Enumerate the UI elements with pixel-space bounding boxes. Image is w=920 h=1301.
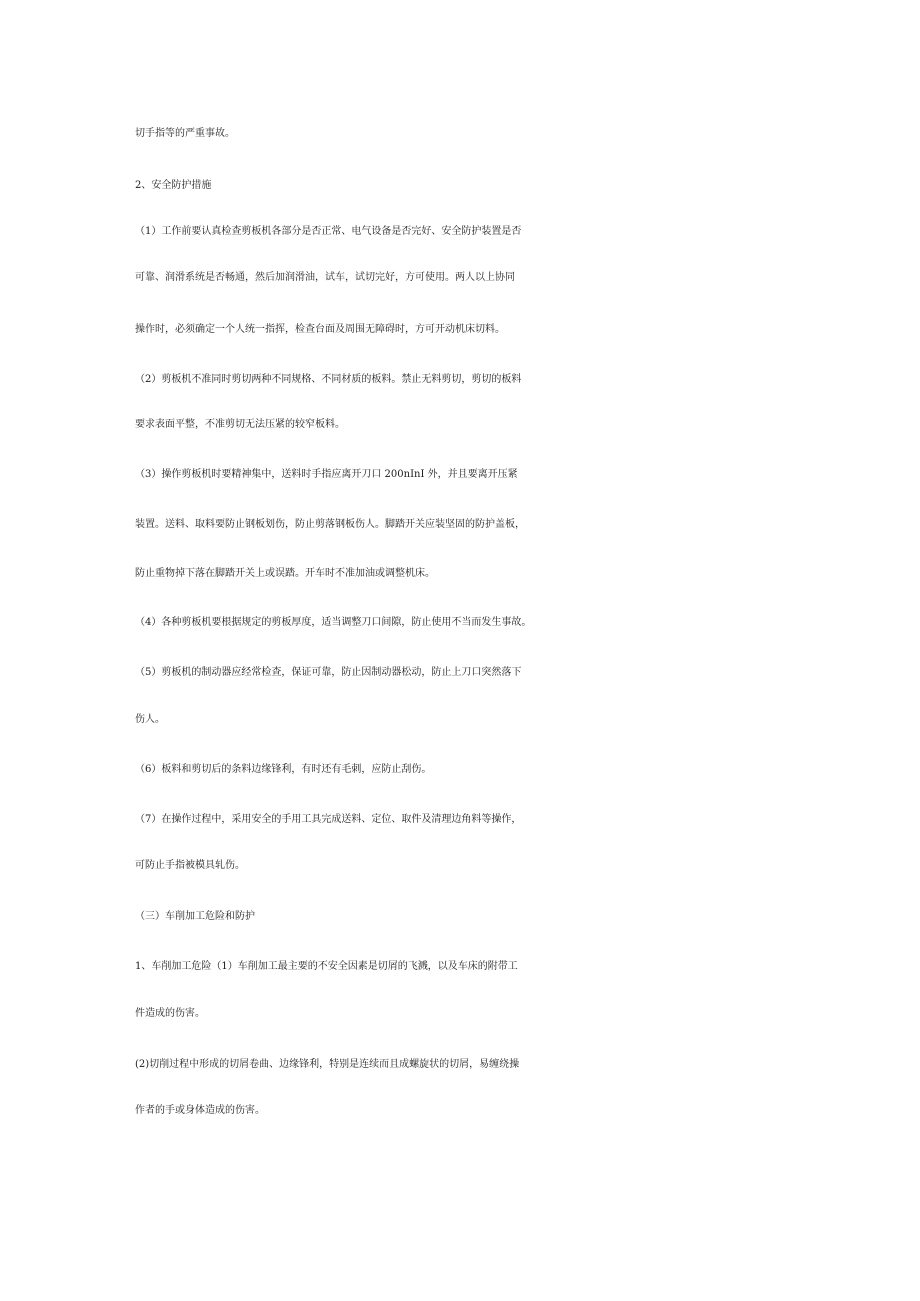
text-line: 操作时，必须确定一个人统一指挥，检查台面及周围无障碍时，方可开动机床切料。 (135, 324, 505, 335)
text-line: （7）在操作过程中，采用安全的手用工具完成送料、定位、取件及清理边角料等操作， (135, 814, 522, 825)
text-line: （6）板料和剪切后的条料边缘锋利，有时还有毛刺，应防止刮伤。 (135, 764, 432, 775)
text-line: （2）剪板机不准同时剪切两种不同规格、不同材质的板料。禁止无料剪切，剪切的板料 (135, 374, 522, 385)
text-line: 伤人。 (135, 714, 165, 725)
text-line: 要求表面平整，不准剪切无法压紧的较窄板料。 (135, 419, 345, 430)
text-line: （5）剪板机的制动器应经常检查，保证可靠，防止因制动器松动，防止上刀口突然落下 (135, 667, 522, 678)
text-line: 防止重物掉下落在脚踏开关上或误踏。开车时不准加油或调整机床。 (135, 568, 435, 579)
text-line: 切手指等的严重事故。 (135, 128, 235, 139)
text-line: 作者的手或身体造成的伤害。 (135, 1105, 265, 1116)
text-line: 可防止手指被模具轧伤。 (135, 860, 245, 871)
text-line: (2)切削过程中形成的切屑卷曲、边缘锋利，特别是连续而且成螺旋状的切屑，易缠绕操 (135, 1059, 520, 1070)
text-line: 可靠、润滑系统是否畅通，然后加润滑油，试车，试切完好，方可使用。两人以上协同 (135, 272, 515, 283)
text-line: 件造成的伤害。 (135, 1008, 205, 1019)
section-heading: （三）车削加工危险和防护 (135, 911, 255, 922)
text-line: 装置。送料、取料要防止钢板划伤，防止剪落钢板伤人。脚踏开关应装坚固的防护盖板， (135, 519, 525, 530)
section-heading: 2、安全防护措施 (135, 180, 212, 191)
text-line: （1）工作前要认真检查剪板机各部分是否正常、电气设备是否完好、安全防护装置是否 (135, 226, 522, 237)
text-line: （3）操作剪板机时要精神集中，送料时手指应离开刀口 200nInI 外，并且要离开压紧 (135, 469, 518, 480)
text-line: （4）各种剪板机要根据规定的剪板厚度，适当调整刀口间隙，防止使用不当而发生事故。 (135, 617, 532, 628)
text-line: 1、车削加工危险（1）车削加工最主要的不安全因素是切屑的飞溅，以及车床的附带工 (135, 961, 518, 972)
